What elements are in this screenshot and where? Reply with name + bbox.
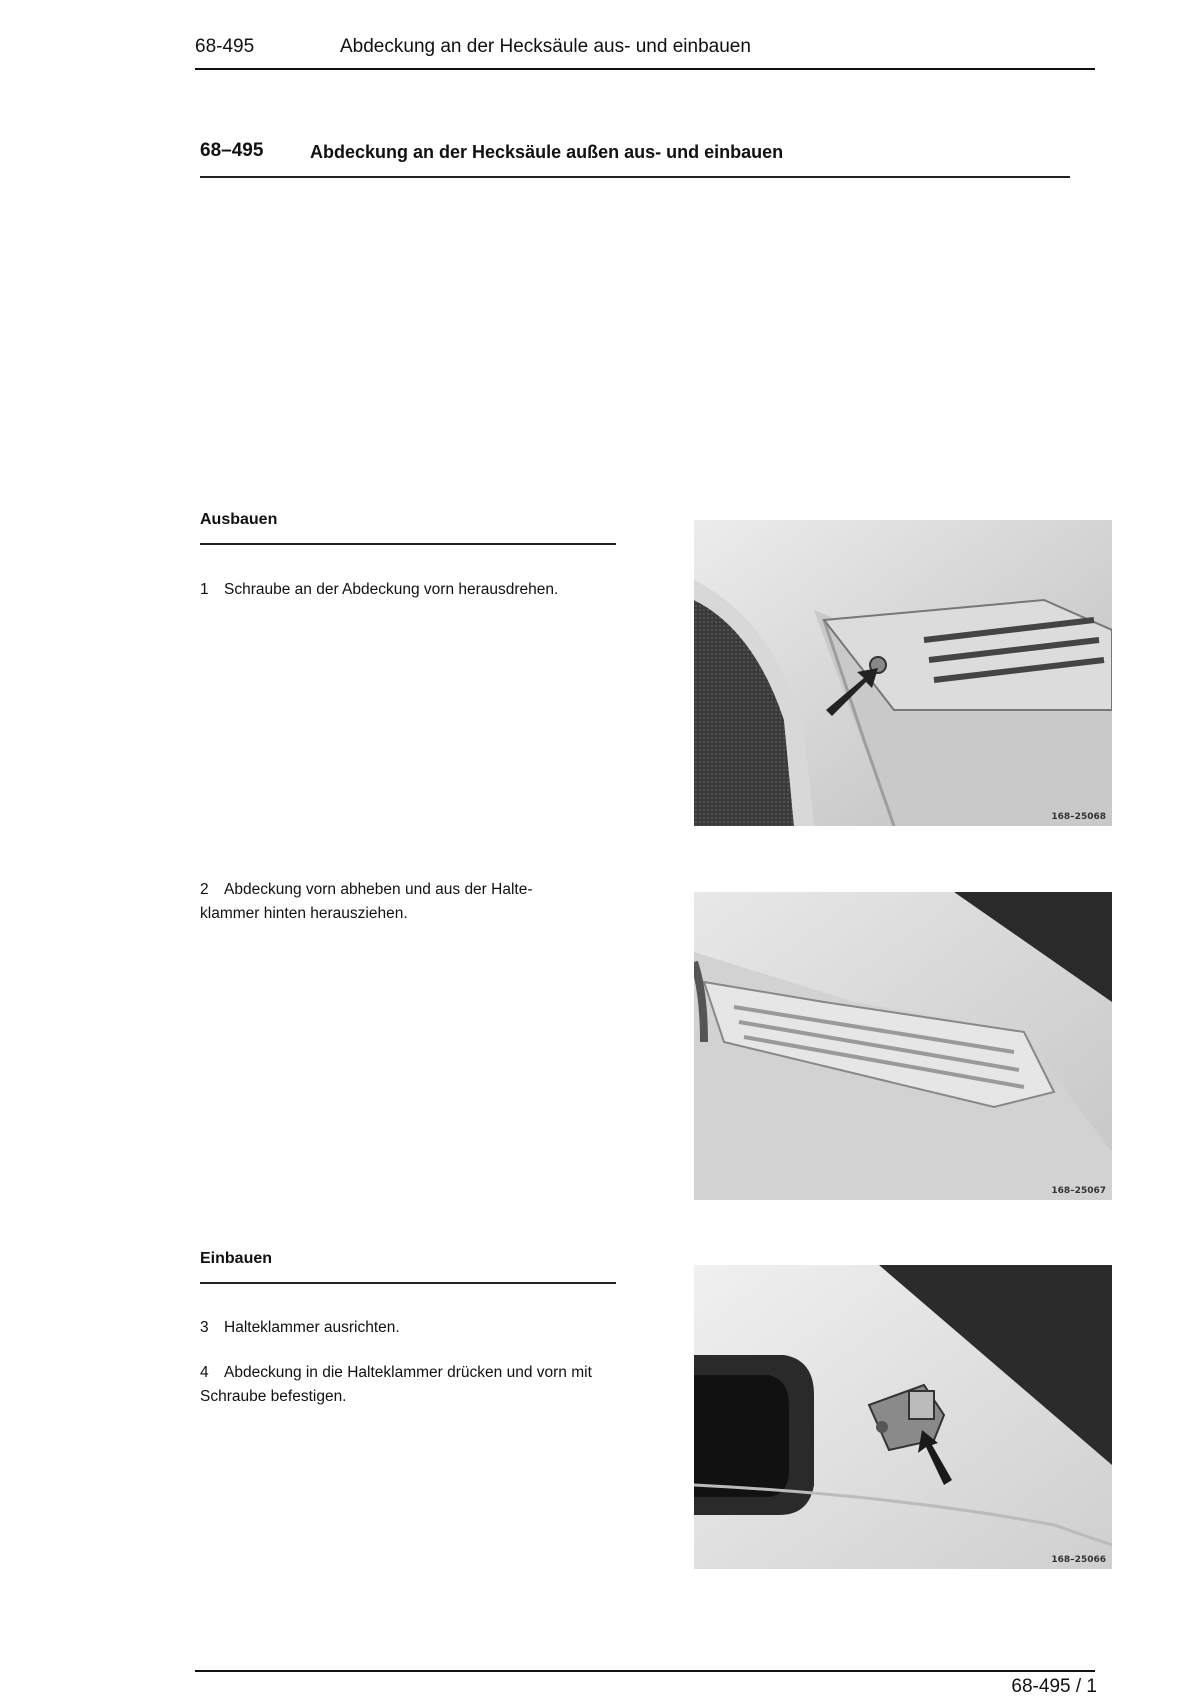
figure-2-photo [694,892,1112,1200]
step-2-text: Abdeckung vorn abheben und aus der Halte-klammer hinten herausziehen. [200,881,533,922]
step-1-number: 1 [200,581,209,598]
page-number: 68-495 / 1 [1011,1676,1097,1697]
ausbauen-heading: Ausbauen [200,511,278,528]
step-2 [200,878,580,926]
einbauen-heading: Einbauen [200,1250,273,1267]
ausbauen-rule [200,543,616,545]
step-1-text: Schraube an der Abdeckung vorn herausdrehen. [224,581,559,598]
figure-3-code: 168–25066 [1051,1555,1106,1565]
figure-3-photo [694,1265,1112,1569]
step-1 [200,578,600,602]
step-4-number: 4 [200,1364,209,1381]
footer-rule [195,1670,1095,1672]
figure-2-code: 168–25067 [1051,1186,1106,1196]
header-number: 68-495 [195,36,255,57]
step-3 [200,1316,600,1340]
step-4-text: Abdeckung in die Halteklammer drücken und vorn mit Schraube befestigen. [200,1364,592,1405]
step-2-number: 2 [200,881,209,898]
step-3-number: 3 [200,1319,209,1336]
einbauen-rule [200,1282,616,1284]
section-number: 68–495 [200,140,264,161]
section-title: Abdeckung an der Hecksäule außen aus- und einbauen [310,142,784,162]
step-4 [200,1361,600,1409]
header-rule [195,68,1095,70]
step-3-text: Halteklammer ausrichten. [224,1319,400,1336]
figure-1-code: 168–25068 [1051,812,1106,822]
header-title: Abdeckung an der Hecksäule aus- und einbauen [340,36,751,57]
section-rule [200,176,1070,178]
figure-1-photo [694,520,1112,826]
